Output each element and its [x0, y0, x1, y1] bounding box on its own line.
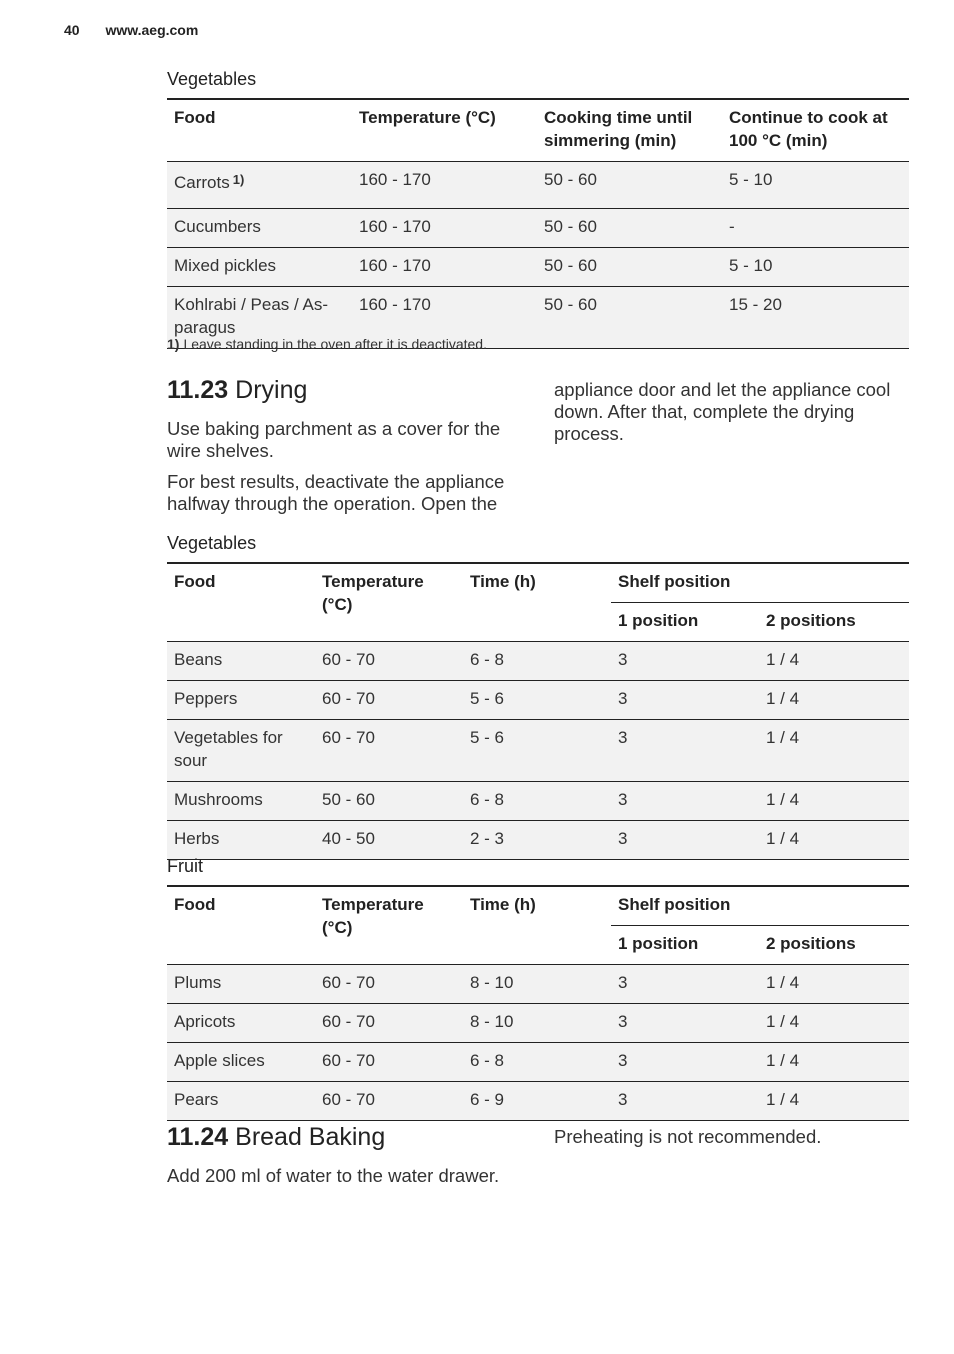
- subcolumn-header: 2 positions: [759, 926, 909, 965]
- cell-food: Cucumbers: [167, 209, 352, 248]
- cell-temperature: 60 - 70: [315, 965, 463, 1004]
- cell-shelf-1: 3: [611, 782, 759, 821]
- cell-temperature: 160 - 170: [352, 209, 537, 248]
- cell-temperature: 60 - 70: [315, 1082, 463, 1121]
- table-row: [167, 248, 909, 287]
- cell-temperature: 160 - 170: [352, 248, 537, 287]
- section-number: 11.24: [167, 1123, 229, 1151]
- cell-shelf-1: 3: [611, 720, 759, 782]
- cell-temperature: 50 - 60: [315, 782, 463, 821]
- cell-food: Kohlrabi / Peas / As-paragus: [167, 287, 352, 349]
- column-header: Temperature (°C): [315, 563, 463, 642]
- cell-continue-time: 5 - 10: [722, 162, 909, 209]
- column-header: Temperature (°C): [315, 886, 463, 965]
- cell-temperature: 60 - 70: [315, 642, 463, 681]
- cell-time: 5 - 6: [463, 681, 611, 720]
- table-row: [167, 720, 909, 782]
- cell-shelf-1: 3: [611, 642, 759, 681]
- column-header: Cooking time until simmering (min): [537, 99, 722, 162]
- footnote-text: Leave standing in the oven after it is deactivated.: [183, 336, 487, 352]
- section-title: Drying: [235, 376, 308, 404]
- cell-food: Herbs: [167, 821, 315, 860]
- cell-shelf-2: 1 / 4: [759, 642, 909, 681]
- table-row: [167, 1082, 909, 1121]
- cell-shelf-2: 1 / 4: [759, 1082, 909, 1121]
- column-header: Continue to cook at 100 °C (min): [722, 99, 909, 162]
- cell-continue-time: -: [722, 209, 909, 248]
- section-heading-bread-baking: [167, 1123, 385, 1152]
- cell-time: 6 - 8: [463, 1043, 611, 1082]
- cell-temperature: 40 - 50: [315, 821, 463, 860]
- cell-time: 8 - 10: [463, 965, 611, 1004]
- table-row: [167, 162, 909, 209]
- cell-shelf-2: 1 / 4: [759, 821, 909, 860]
- cell-time: 5 - 6: [463, 720, 611, 782]
- cell-temperature: 60 - 70: [315, 1004, 463, 1043]
- cell-food: Carrots: [174, 173, 230, 192]
- cell-shelf-1: 3: [611, 1082, 759, 1121]
- table-caption-canning-vegetables: Vegetables: [167, 69, 257, 89]
- cell-shelf-2: 1 / 4: [759, 1043, 909, 1082]
- cell-time: 2 - 3: [463, 821, 611, 860]
- subcolumn-header: 1 position: [611, 926, 759, 965]
- cell-temperature: 160 - 170: [352, 287, 537, 349]
- cell-cooking-time: 50 - 60: [537, 209, 722, 248]
- cell-temperature: 160 - 170: [352, 162, 537, 209]
- cell-cooking-time: 50 - 60: [537, 287, 722, 349]
- drying-fruit-table: [167, 885, 909, 1121]
- drying-paragraph-2: For best results, deactivate the appliance halfway through the operation. Open the: [167, 471, 505, 514]
- table-row: [167, 1043, 909, 1082]
- cell-shelf-2: 1 / 4: [759, 1004, 909, 1043]
- column-header-shelf-position: Shelf position: [611, 563, 909, 603]
- drying-paragraph-3: appliance door and let the appliance cool down. After that, complete the drying process.: [554, 379, 891, 444]
- column-header: Time (h): [463, 563, 611, 642]
- table-caption-drying-fruit: Fruit: [167, 856, 203, 876]
- bread-baking-paragraph-2: Preheating is not recommended.: [554, 1126, 822, 1147]
- cell-food: Peppers: [167, 681, 315, 720]
- cell-shelf-1: 3: [611, 965, 759, 1004]
- cell-cooking-time: 50 - 60: [537, 248, 722, 287]
- cell-shelf-2: 1 / 4: [759, 681, 909, 720]
- section-number: 11.23: [167, 376, 229, 404]
- table-row: [167, 681, 909, 720]
- drying-paragraph-1: Use baking parchment as a cover for the wire shelves.: [167, 418, 501, 461]
- cell-food: Beans: [167, 642, 315, 681]
- page-number: 40: [64, 22, 80, 38]
- cell-shelf-1: 3: [611, 1004, 759, 1043]
- cell-shelf-1: 3: [611, 821, 759, 860]
- table-row: [167, 821, 909, 860]
- cell-time: 6 - 8: [463, 642, 611, 681]
- table-row: [167, 209, 909, 248]
- cell-cooking-time: 50 - 60: [537, 162, 722, 209]
- bread-baking-paragraph-1: Add 200 ml of water to the water drawer.: [167, 1165, 500, 1186]
- cell-time: 6 - 8: [463, 782, 611, 821]
- drying-vegetables-table: [167, 562, 909, 860]
- website-link[interactable]: www.aeg.com: [105, 22, 199, 38]
- cell-continue-time: 15 - 20: [722, 287, 909, 349]
- table-row: [167, 642, 909, 681]
- cell-temperature: 60 - 70: [315, 720, 463, 782]
- column-header-shelf-position: Shelf position: [611, 886, 909, 926]
- canning-vegetables-table: [167, 98, 909, 349]
- table-row: [167, 965, 909, 1004]
- cell-food: Vegetables for sour: [167, 720, 315, 782]
- cell-temperature: 60 - 70: [315, 681, 463, 720]
- table-row: [167, 1004, 909, 1043]
- cell-food: Apple slices: [167, 1043, 315, 1082]
- column-header: Temperature (°C): [352, 99, 537, 162]
- cell-shelf-1: 3: [611, 681, 759, 720]
- cell-food: Apricots: [167, 1004, 315, 1043]
- column-header: Food: [167, 886, 315, 965]
- footnote-mark: 1): [167, 336, 180, 352]
- footnote-reference: 1): [232, 172, 245, 187]
- page-header: [64, 22, 198, 38]
- cell-food: Mixed pickles: [167, 248, 352, 287]
- cell-food: Mushrooms: [167, 782, 315, 821]
- table-caption-drying-vegetables: Vegetables: [167, 533, 257, 553]
- cell-food: Plums: [167, 965, 315, 1004]
- column-header: Time (h): [463, 886, 611, 965]
- cell-time: 8 - 10: [463, 1004, 611, 1043]
- cell-temperature: 60 - 70: [315, 1043, 463, 1082]
- section-title: Bread Baking: [235, 1123, 386, 1151]
- table-footnote: [167, 336, 487, 352]
- subcolumn-header: 1 position: [611, 603, 759, 642]
- cell-shelf-1: 3: [611, 1043, 759, 1082]
- section-heading-drying: [167, 376, 307, 405]
- subcolumn-header: 2 positions: [759, 603, 909, 642]
- cell-time: 6 - 9: [463, 1082, 611, 1121]
- column-header: Food: [167, 99, 352, 162]
- cell-food: Pears: [167, 1082, 315, 1121]
- cell-shelf-2: 1 / 4: [759, 720, 909, 782]
- cell-shelf-2: 1 / 4: [759, 965, 909, 1004]
- column-header: Food: [167, 563, 315, 642]
- cell-shelf-2: 1 / 4: [759, 782, 909, 821]
- table-row: [167, 782, 909, 821]
- cell-continue-time: 5 - 10: [722, 248, 909, 287]
